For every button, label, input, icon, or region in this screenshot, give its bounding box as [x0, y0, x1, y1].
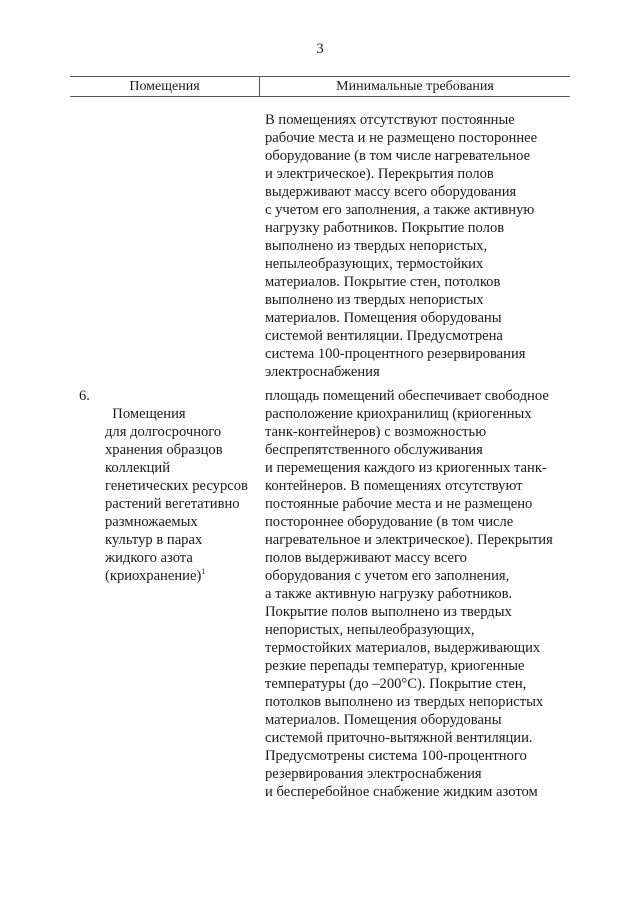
row-6-room-name [105, 387, 248, 585]
row-6-room-name-text: Помещения для долгосрочного хранения образцов коллекций генетических ресурсов растений вегетативно размножаемых культур в парах жидкого азота (криохранение) [105, 406, 248, 584]
row-6-number: 6. [79, 388, 90, 404]
row-6-requirements-text: площадь помещений обеспечивает свободное расположение криохранилищ (криогенных танк-контейнеров) с возможностью беспрепятственного обслуживания и перемещения каждого из криогенных танк- контейнеров. В помещениях отсутствуют постоянные рабочие места и не размещено постороннее оборудование (в том числе нагревательное и электрическое). Перекрытия полов выдерживают массу всего оборудования с учетом его заполнения, а также активную нагрузку работников. Покрытие полов выполнено из твердых непористых, непылеобразующих, термостойких материалов, выдерживающих резкие перепады температур, криогенные температуры (до –200°C). Покрытие стен, потолков выполнено из твердых непористых материалов. Помещения оборудованы системой приточно-вытяжной вентиляции. Предусмотрены система 100-процентного резервирования электроснабжения и бесперебойное снабжение жидким азотом [265, 388, 553, 800]
table-header [70, 76, 570, 97]
continued-requirements-text: В помещениях отсутствуют постоянные рабочие места и не размещено постороннее оборудование (в том числе нагревательное и электрическое). Перекрытия полов выдерживают массу всего оборудования с учетом его заполнения, а также активную нагрузку работников. Покрытие полов выполнено из твердых непористых, непылеобразующих, термостойких материалов. Покрытие стен, потолков выполнено из твердых непористых материалов. Помещения оборудованы системой вентиляции. Предусмотрена система 100-процентного резервирования электроснабжения [265, 112, 538, 380]
header-requirements: Минимальные требования [336, 79, 494, 94]
header-rooms: Помещения [129, 79, 200, 94]
footnote-mark: 1 [201, 567, 206, 577]
page-number: 3 [316, 41, 324, 57]
